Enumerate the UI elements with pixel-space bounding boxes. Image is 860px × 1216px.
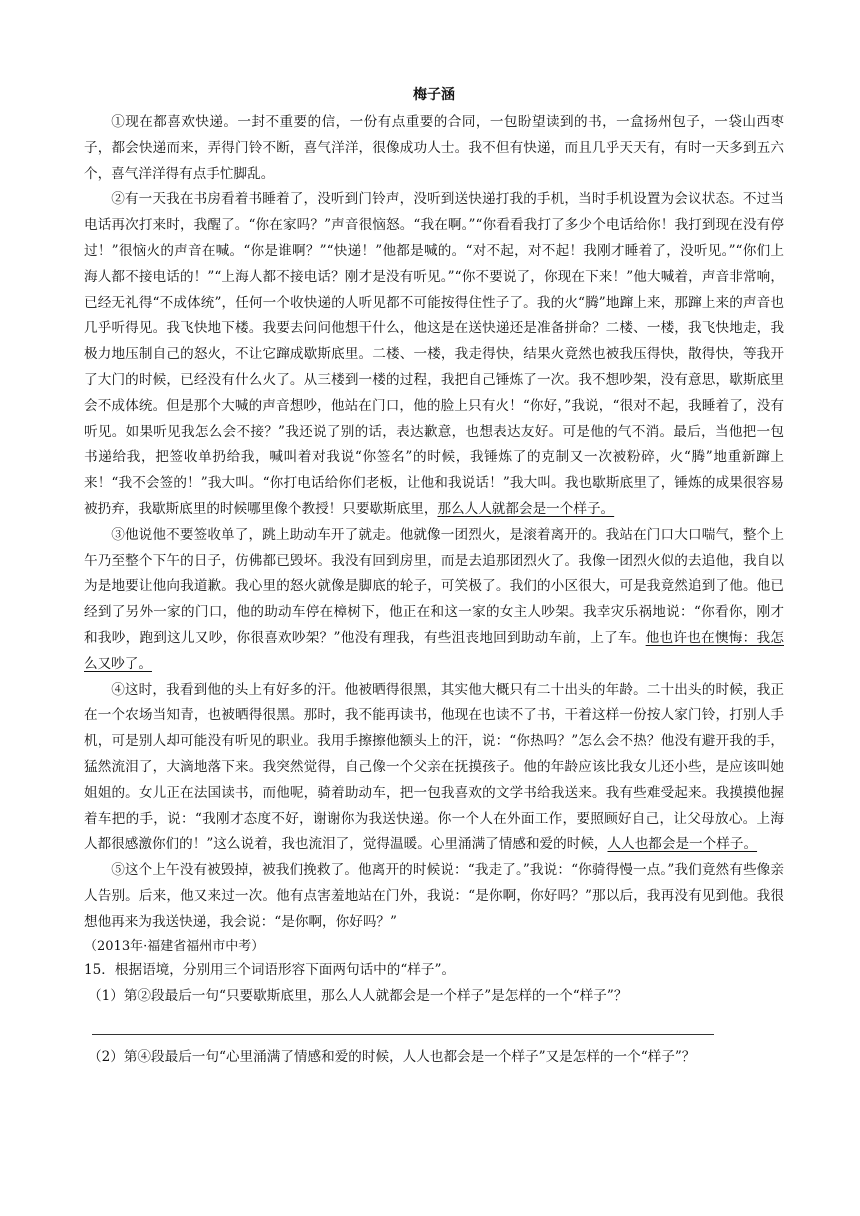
paragraph-3-underlined-sentence: 他也许也在懊悔：我怎么又吵了。 bbox=[84, 629, 784, 672]
paragraph-2 bbox=[84, 187, 784, 522]
paragraph-1-text: ①现在都喜欢快递。一封不重要的信，一份有点重要的合同，一包盼望读到的书，一盒扬州包子，一袋山西枣子，都会快递而来，弄得门铃不断，喜气洋洋，很像成功人士。我不但有快递，而且几乎天天有，有时一天多到五六个，喜气洋洋得有点手忙脚乱。 bbox=[84, 114, 784, 182]
paragraph-3-text: ③他说他不要签收单了，跳上助动车开了就走。他就像一团烈火，是滚着离开的。我站在门口大口喘气，整个上午乃至整个下午的日子，仿佛都已毁坏。我没有回到房里，而是去追那团烈火了。我像一团烈火似的去追他，我自以为是地要让他向我道歉。我心里的怒火就像是脚底的轮子，可笑极了。我们的小区很大，可是我竟然追到了他。他已经到了另外一家的门口，他的助动车停在樟树下，他正在和这一家的女主人吵架。我幸灾乐祸地说：“你看你，刚才和我吵，跑到这儿又吵，你很喜欢吵架？”他没有理我，有些沮丧地回到助动车前，上了车。 bbox=[84, 526, 784, 646]
paragraph-1 bbox=[84, 110, 784, 187]
paragraph-5 bbox=[84, 858, 784, 935]
question-15-part-2: （2）第④段最后一句“心里涌满了情感和爱的时候，人人也都会是一个样子”又是怎样的一个“样子”？ bbox=[88, 1048, 696, 1065]
question-block bbox=[84, 958, 784, 1071]
article-author-title: 梅子涵 bbox=[413, 87, 455, 103]
paragraph-4 bbox=[84, 678, 784, 859]
article-body bbox=[84, 110, 784, 936]
paragraph-2-underlined-sentence: 那么人人就都会是一个样子。 bbox=[437, 500, 615, 517]
question-15-heading: 15．根据语境，分别用三个词语形容下面两句话中的“样子”。 bbox=[84, 961, 456, 978]
question-15-part-1: （1）第②段最后一句“只要歇斯底里，那么人人就都会是一个样子”是怎样的一个“样子”？ bbox=[88, 987, 628, 1004]
paragraph-5-text: ⑤这个上午没有被毁掉，被我们挽救了。他离开的时候说：“我走了。”我说：“你骑得慢一点。”我们竟然有些像亲人告别。后来，他又来过一次。他有点害羞地站在门外，我说：“是你啊，你好吗？”那以后，我再没有见到他。我很想他再来为我送快递，我会说：“是你啊，你好吗？” bbox=[84, 862, 784, 930]
paragraph-4-text: ④这时，我看到他的头上有好多的汗。他被晒得很黑，其实他大概只有二十出头的年龄。二十出头的时候，我正在一个农场当知青，也被晒得很黑。那时，我不能再读书，他现在也读不了书，干着这样一份按人家门铃，打别人手机，可是别人却可能没有听见的职业。我用手擦擦他额头上的汗，说：“你热吗？”怎么会不热？他没有避开我的手，猛然流泪了，大滴地落下来。我突然觉得，自己像一个父亲在抚摸孩子。他的年龄应该比我女儿还小些，是应该叫她姐姐的。女儿正在法国读书，而他呢，骑着助动车，把一包我喜欢的文学书给我送来。我有些难受起来。我摸摸他握着车把的手，说：“我刚才态度不好，谢谢你为我送快递。你一个人在外面工作，要照顾好自己，让父母放心。上海人都很感激你们的！”这么说着，我也流泪了，觉得温暖。心里涌满了情感和爱的时候， bbox=[84, 681, 784, 853]
document-page bbox=[84, 84, 784, 1071]
answer-line-1[interactable] bbox=[92, 1010, 714, 1035]
source-citation: （2013年·福建省福州市中考） bbox=[84, 938, 265, 954]
paragraph-3 bbox=[84, 523, 784, 678]
paragraph-4-underlined-sentence: 人人也都会是一个样子。 bbox=[607, 836, 758, 853]
paragraph-2-text: ②有一天我在书房看着书睡着了，没听到门铃声，没听到送快递打我的手机，当时手机设置为会议状态。不过当电话再次打来时，我醒了。“你在家吗？”声音很恼怒。“我在啊。”“你看看我打了多少个电话给你！我打到现在没有停过！”很恼火的声音在喊。“你是谁啊？”“快递！”他都是喊的。“对不起，对不起！我刚才睡着了，没听见。”“你们上海人都不接电话的！”“上海人都不接电话？刚才是没有听见。”“你不要说了，你现在下来！”他大喊着，声音非常响，已经无礼得“不成体统”，任何一个收快递的人听见都不可能按得住性子了。我的火“腾”地蹿上来，那蹿上来的声音也几乎听得见。我飞快地下楼。我要去问问他想干什么，他这是在送快递还是准备拼命？二楼、一楼，我飞快地走，我极力地压制自己的怒火，不让它蹿成歇斯底里。二楼、一楼，我走得快，结果火竟然也被我压得快，散得快，等我开了大门的时候，已经没有什么火了。从三楼到一楼的过程，我把自己锤炼了一次。我不想吵架，没有意思，歇斯底里会不成体统。但是那个大喊的声音想吵，他站在门口，他的脸上只有火！“你好，”我说，“很对不起，我睡着了，没有听见。如果听见我怎么会不接？”我还说了别的话，表达歉意，也想表达友好。可是他的气不消。最后，当他把一包书递给我，把签收单扔给我，喊叫着对我说“你签名”的时候，我锤炼了的克制又一次被粉碎，火“腾”地重新蹿上来！“我不会签的！”我大叫。“你打电话给你们老板，让他和我说话！”我大叫。我也歇斯底里了，锤炼的成果很容易被扔弃，我歇斯底里的时候哪里像个教授！只要歇斯底里， bbox=[84, 191, 784, 517]
